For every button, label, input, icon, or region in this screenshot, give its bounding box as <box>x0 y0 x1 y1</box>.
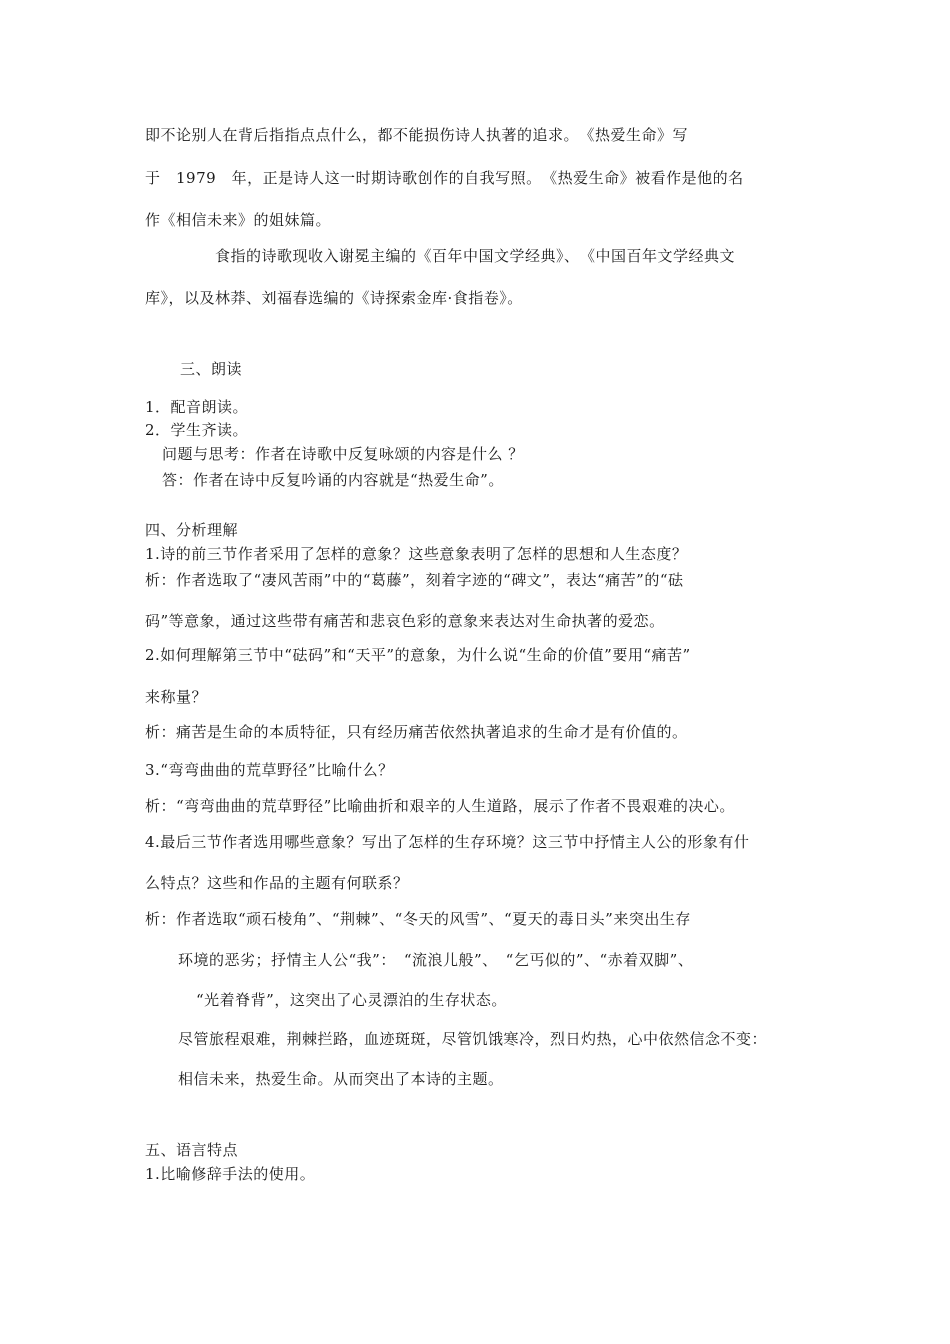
section3-heading: 三、朗读 <box>180 360 243 378</box>
section4-a1-line1: 析：作者选取了“凄风苦雨”中的“葛藤”，刻着字迹的“碑文”，表达“痛苦”的“砝 <box>145 571 684 589</box>
section5-heading: 五、语言特点 <box>145 1141 239 1159</box>
section4-heading: 四、分析理解 <box>145 521 239 539</box>
section4-a4-line5: 相信未来，热爱生命。从而突出了本诗的主题。 <box>178 1070 504 1088</box>
section4-a2: 析：痛苦是生命的本质特征，只有经历痛苦依然执著追求的生命才是有价值的。 <box>145 723 688 741</box>
section4-a4-line1: 析：作者选取“顽石棱角”、“荆棘”、“冬天的风雪”、“夏天的毒日头”来突出生存 <box>145 910 691 928</box>
para1-line1: 即不论别人在背后指指点点什么，都不能损伤诗人执著的追求。 《热爱生命》写 <box>145 126 689 144</box>
section3-item1: 1．配音朗读。 <box>145 398 249 416</box>
section4-a1-line2: 码”等意象，通过这些带有痛苦和悲哀色彩的意象来表达对生命执著的爱恋。 <box>145 612 665 630</box>
section4-a3: 析：“弯弯曲曲的荒草野径”比喻曲折和艰辛的人生道路，展示了作者不畏艰难的决心。 <box>145 797 735 815</box>
section4-a4-line3: “光着脊背”，这突出了心灵漂泊的生存状态。 <box>196 991 507 1009</box>
para1-line2: 于 1979 年，正是诗人这一时期诗歌创作的自我写照。 《热爱生命》被看作是他的名 <box>145 169 744 187</box>
section4-q3: 3.“弯弯曲曲的荒草野径”比喻什么？ <box>145 761 394 779</box>
section4-q1: 1.诗的前三节作者采用了怎样的意象？这些意象表明了怎样的思想和人生态度？ <box>145 545 688 563</box>
section4-a4-line4: 尽管旅程艰难，荆棘拦路，血迹斑斑，尽管饥饿寒冷，烈日灼热，心中依然信念不变： <box>178 1030 768 1048</box>
section3-answer: 答：作者在诗中反复吟诵的内容就是“热爱生命”。 <box>162 471 504 489</box>
section4-q4-line2: 么特点？这些和作品的主题有何联系？ <box>145 874 409 892</box>
section4-q4-line1: 4.最后三节作者选用哪些意象？写出了怎样的生存环境？这三节中抒情主人公的形象有什 <box>145 833 750 851</box>
section3-question: 问题与思考：作者在诗歌中反复咏颂的内容是什么 ？ <box>162 445 524 463</box>
section5-item1: 1.比喻修辞手法的使用。 <box>145 1165 316 1183</box>
para1-line3: 作《相信未来》的姐妹篇。 <box>145 211 332 229</box>
section4-q2-line1: 2.如何理解第三节中“砝码”和“天平”的意象，为什么说“生命的价值”要用“痛苦” <box>145 646 691 664</box>
section4-a4-line2: 环境的恶劣；抒情主人公“我”： “流浪儿般”、 “乞丐似的”、“赤着双脚”、 <box>178 951 694 969</box>
section3-item2: 2．学生齐读。 <box>145 421 249 439</box>
para2-line1: 食指的诗歌现收入谢冕主编的《百年中国文学经典》、 《中国百年文学经典文 <box>215 247 736 265</box>
para2-line2: 库》，以及林莽、刘福春选编的《诗探索金库·食指卷》。 <box>145 289 523 307</box>
section4-q2-line2: 来称量？ <box>145 688 208 706</box>
